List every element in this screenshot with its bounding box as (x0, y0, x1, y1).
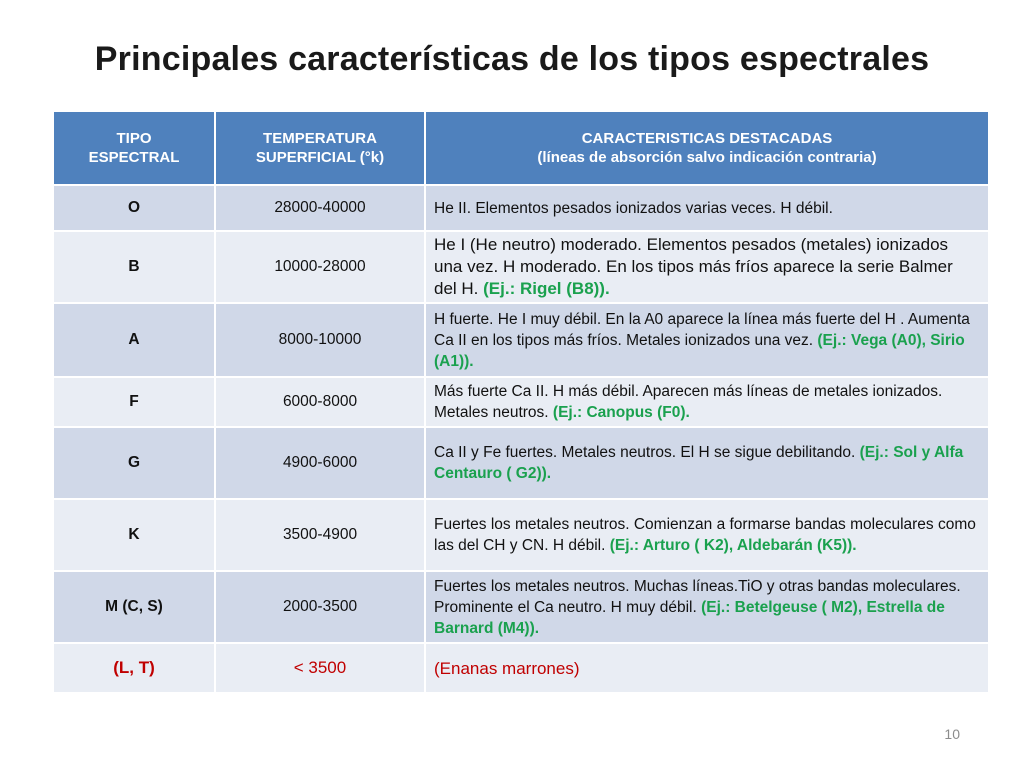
table-row (53, 185, 989, 231)
cell-type: B (53, 231, 215, 303)
cell-temperature: 2000-3500 (215, 571, 425, 643)
cell-characteristics (425, 377, 989, 427)
table-row (53, 643, 989, 693)
cell-type: A (53, 303, 215, 377)
cell-temperature: 4900-6000 (215, 427, 425, 499)
header-spectral-type (53, 111, 215, 185)
cell-characteristics (425, 571, 989, 643)
cell-characteristics (425, 499, 989, 571)
table-row (53, 303, 989, 377)
table-header-row (53, 111, 989, 185)
cell-temperature: 10000-28000 (215, 231, 425, 303)
cell-characteristics (425, 303, 989, 377)
desc-text: H fuerte. He I muy débil. En la A0 aparece la línea más fuerte del H . Aumenta Ca II en los tipos más fríos. Metales ionizados una vez. (434, 310, 970, 349)
cell-type: K (53, 499, 215, 571)
cell-type: O (53, 185, 215, 231)
example-text: (Ej.: Sol y Alfa Centauro ( G2)). (434, 444, 964, 482)
page-number: 10 (944, 726, 960, 742)
cell-temperature: 6000-8000 (215, 377, 425, 427)
desc-text: Fuertes los metales neutros. Comienzan a formarse bandas moleculares como las del CH y CN. H débil. (434, 516, 976, 554)
desc-text: Ca II y Fe fuertes. Metales neutros. El H se sigue debilitando. (434, 444, 860, 461)
cell-characteristics (425, 427, 989, 499)
cell-characteristics (425, 185, 989, 231)
cell-type: G (53, 427, 215, 499)
cell-type: F (53, 377, 215, 427)
desc-text: (Enanas marrones) (434, 658, 580, 678)
table-row (53, 231, 989, 303)
example-text: (Ej.: Canopus (F0). (552, 404, 690, 421)
cell-type: (L, T) (53, 643, 215, 693)
slide-title: Principales características de los tipos espectrales (94, 40, 930, 78)
header-characteristics (425, 111, 989, 185)
cell-characteristics (425, 231, 989, 303)
table-row (53, 499, 989, 571)
table-row (53, 571, 989, 643)
desc-text: Fuertes los metales neutros. Muchas líneas.TiO y otras bandas moleculares. Prominente el Ca neutro. H muy débil. (434, 577, 961, 616)
example-text: (Ej.: Betelgeuse ( M2), Estrella de Barnard (M4)). (434, 598, 945, 637)
table-row (53, 427, 989, 499)
header-temperature (215, 111, 425, 185)
cell-temperature: 3500-4900 (215, 499, 425, 571)
cell-characteristics (425, 643, 989, 693)
header-type-line1: TIPO (116, 130, 152, 147)
spectral-types-table (52, 110, 990, 694)
header-temp-line1: TEMPERATURA (263, 130, 377, 147)
desc-text: Más fuerte Ca II. H más débil. Aparecen más líneas de metales ionizados. Metales neutros. (434, 383, 943, 421)
desc-text: He II. Elementos pesados ionizados varias veces. H débil. (434, 199, 833, 217)
cell-type: M (C, S) (53, 571, 215, 643)
header-temp-line2: SUPERFICIAL (°k) (255, 149, 385, 166)
desc-text: He I (He neutro) moderado. Elementos pesados (metales) ionizados una vez. H moderado. En los tipos más fríos aparece la serie Balmer del H. (434, 235, 953, 298)
example-text: (Ej.: Rigel (B8)). (483, 279, 610, 298)
header-desc-line2: (líneas de absorción salvo indicación contraria) (537, 149, 877, 166)
cell-temperature: 8000-10000 (215, 303, 425, 377)
cell-temperature: < 3500 (215, 643, 425, 693)
table-row (53, 377, 989, 427)
example-text: (Ej.: Vega (A0), Sirio (A1)). (434, 331, 965, 370)
cell-temperature: 28000-40000 (215, 185, 425, 231)
header-desc-line1: CARACTERISTICAS DESTACADAS (581, 130, 833, 147)
example-text: (Ej.: Arturo ( K2), Aldebarán (K5)). (609, 537, 857, 554)
header-type-line2: ESPECTRAL (88, 149, 180, 166)
